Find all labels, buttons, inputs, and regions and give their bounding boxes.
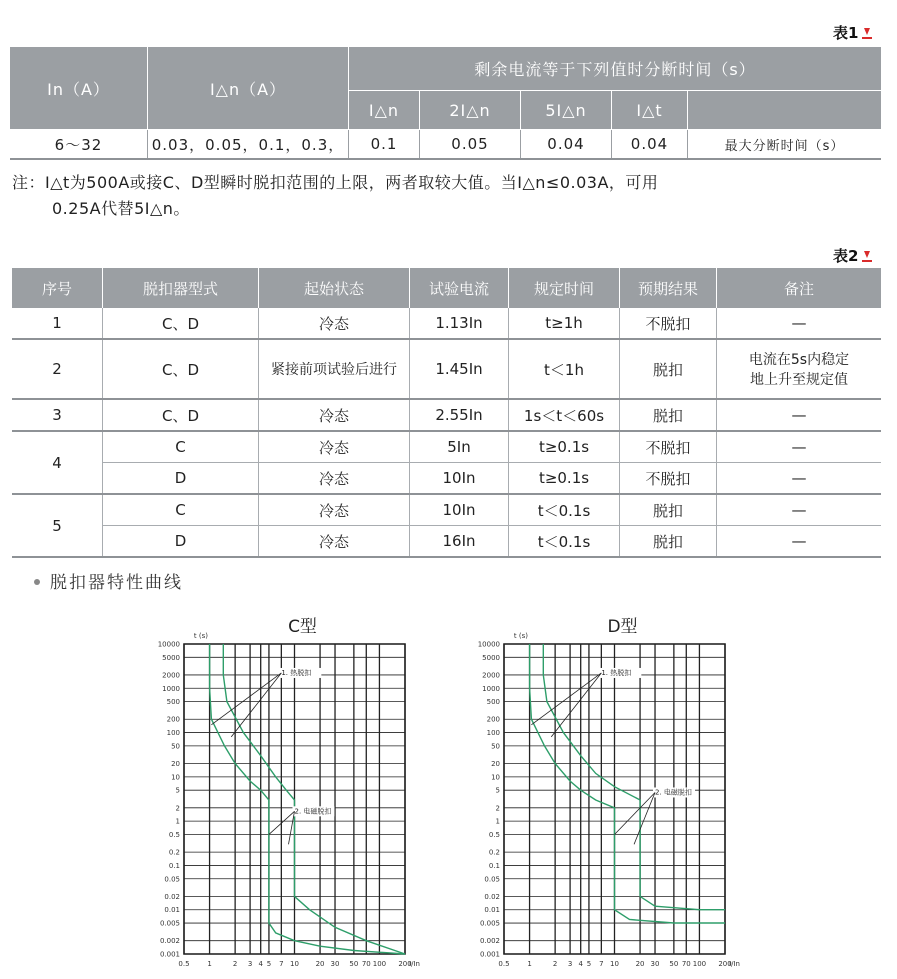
- y-tick-label: 0.05: [484, 875, 500, 884]
- y-tick-label: 1: [175, 817, 180, 826]
- cell: C、D: [103, 399, 259, 431]
- table1-note: [12, 170, 892, 222]
- header-group: 剩余电流等于下列值时分断时间（s）: [349, 47, 882, 91]
- cell: 脱扣: [620, 494, 717, 526]
- cell: 脱扣: [620, 339, 717, 399]
- table-row: [12, 463, 881, 495]
- x-tick-label: 5: [586, 960, 592, 968]
- header-col-3: 5I△n: [521, 91, 612, 130]
- cell: 脱扣: [620, 399, 717, 431]
- x-tick-label: 2: [552, 960, 558, 968]
- table2: [12, 268, 881, 558]
- x-axis-label: I/In: [729, 960, 740, 968]
- cell: C、D: [103, 339, 259, 399]
- cell-note: 电流在5s内稳定 地上升至规定值: [717, 339, 882, 399]
- cell: 不脱扣: [620, 308, 717, 339]
- cell: t＜0.1s: [509, 526, 620, 558]
- note-line-1: 注：I△t为500A或接C、D型瞬时脱扣范围的上限，两者取较大值。当I△n≤0.03A，可用: [12, 173, 659, 192]
- cell: C、D: [103, 308, 259, 339]
- table-row: [12, 526, 881, 558]
- x-tick-label: 3: [247, 960, 253, 968]
- header-idn: I△n（A）: [148, 47, 349, 130]
- header-col-2: 2I△n: [420, 91, 521, 130]
- x-tick-label: 70: [681, 960, 691, 968]
- y-tick-label: 500: [486, 698, 500, 707]
- chart-c-type: [140, 612, 430, 974]
- x-tick-label: 1: [527, 960, 532, 968]
- leader-line: [615, 792, 656, 834]
- annotation-thermal: 1. 热脱扣: [281, 668, 312, 677]
- y-tick-label: 20: [171, 760, 180, 769]
- annotation-thermal: 1. 热脱扣: [601, 668, 632, 677]
- cell: 脱扣: [620, 526, 717, 558]
- y-tick-label: 5: [495, 786, 500, 795]
- y-tick-label: 200: [166, 715, 180, 724]
- x-tick-label: 7: [599, 960, 604, 968]
- y-tick-label: 0.01: [164, 906, 180, 915]
- y-tick-label: 0.005: [159, 919, 180, 928]
- cell: t＜0.1s: [509, 494, 620, 526]
- cell: 冷态: [259, 399, 410, 431]
- header-col-4: I△t: [612, 91, 688, 130]
- cell: 2: [12, 339, 103, 399]
- cell: —: [717, 431, 882, 463]
- y-tick-label: 100: [486, 729, 500, 738]
- cell: 4: [12, 431, 103, 494]
- cell: 冷态: [259, 463, 410, 495]
- y-tick-label: 50: [171, 742, 180, 751]
- download-icon[interactable]: [862, 28, 872, 39]
- y-tick-label: 0.001: [159, 950, 180, 959]
- x-tick-label: 50: [669, 960, 679, 968]
- y-tick-label: 0.01: [484, 906, 500, 915]
- x-tick-label: 2: [232, 960, 238, 968]
- y-tick-label: 0.002: [479, 937, 500, 946]
- chart-d-type: [460, 612, 750, 974]
- t2-header-5: 预期结果: [620, 268, 717, 308]
- y-tick-label: 100: [166, 729, 180, 738]
- cell: 3: [12, 399, 103, 431]
- y-tick-label: 0.2: [488, 848, 500, 857]
- y-axis-label: t (s): [513, 632, 528, 640]
- cell: —: [717, 526, 882, 558]
- table-row: [12, 308, 881, 339]
- table-row: [12, 431, 881, 463]
- cell: D: [103, 463, 259, 495]
- x-tick-label: 10: [290, 960, 299, 968]
- x-tick-label: 30: [330, 960, 340, 968]
- series-line-1: [530, 644, 725, 923]
- cell-val-4: 0.04: [612, 130, 688, 160]
- y-tick-label: 50: [491, 742, 500, 751]
- cell: 冷态: [259, 494, 410, 526]
- t2-header-1: 脱扣器型式: [103, 268, 259, 308]
- y-tick-label: 0.001: [479, 950, 500, 959]
- x-tick-label: 30: [650, 960, 660, 968]
- header-in: In（A）: [10, 47, 148, 130]
- y-tick-label: 20: [491, 760, 500, 769]
- t2-header-3: 试验电流: [410, 268, 509, 308]
- cell: 5In: [410, 431, 509, 463]
- cell: 2.55In: [410, 399, 509, 431]
- y-tick-label: 2: [175, 804, 180, 813]
- cell: 1: [12, 308, 103, 339]
- x-tick-label: 20: [315, 960, 325, 968]
- x-tick-label: 0.5: [498, 960, 510, 968]
- header-col-1: I△n: [349, 91, 420, 130]
- table-row: [12, 494, 881, 526]
- cell: C: [103, 494, 259, 526]
- cell: D: [103, 526, 259, 558]
- note-line-2: 0.25A代替5I△n。: [52, 199, 190, 218]
- x-tick-label: 200: [398, 960, 412, 968]
- y-tick-label: 2: [495, 804, 500, 813]
- y-tick-label: 0.2: [168, 848, 180, 857]
- y-tick-label: 5: [175, 786, 180, 795]
- cell: 冷态: [259, 431, 410, 463]
- annotation-magnetic: 2. 电磁脱扣: [294, 807, 332, 816]
- y-tick-label: 0.5: [488, 830, 500, 839]
- y-tick-label: 10000: [157, 640, 180, 649]
- table1-caption: 表1: [833, 22, 872, 43]
- x-tick-label: 200: [718, 960, 732, 968]
- x-tick-label: 3: [567, 960, 573, 968]
- y-tick-label: 0.05: [164, 875, 180, 884]
- t2-header-0: 序号: [12, 268, 103, 308]
- cell: 10In: [410, 494, 509, 526]
- cell: 冷态: [259, 308, 410, 339]
- chart-title: C型: [288, 617, 317, 637]
- cell: 5: [12, 494, 103, 557]
- cell-label: 最大分断时间（s）: [688, 130, 882, 160]
- x-tick-label: 10: [610, 960, 619, 968]
- cell: —: [717, 308, 882, 339]
- x-tick-label: 4: [258, 960, 263, 968]
- x-tick-label: 0.5: [178, 960, 190, 968]
- x-tick-label: 4: [578, 960, 583, 968]
- t2-header-2: 起始状态: [259, 268, 410, 308]
- cell: 1.13In: [410, 308, 509, 339]
- annotation-magnetic: 2. 电磁脱扣: [655, 788, 692, 797]
- cell-val-1: 0.1: [349, 130, 420, 160]
- x-tick-label: 7: [279, 960, 284, 968]
- y-tick-label: 10000: [477, 640, 500, 649]
- cell: 不脱扣: [620, 431, 717, 463]
- cell: 1s＜t＜60s: [509, 399, 620, 431]
- y-tick-label: 0.002: [159, 937, 180, 946]
- cell: 1.45In: [410, 339, 509, 399]
- cell-val-2: 0.05: [420, 130, 521, 160]
- y-tick-label: 10: [491, 773, 500, 782]
- x-tick-label: 1: [207, 960, 212, 968]
- chart-title: D型: [607, 617, 638, 637]
- x-tick-label: 5: [266, 960, 272, 968]
- x-tick-label: 70: [361, 960, 371, 968]
- y-tick-label: 0.5: [168, 830, 180, 839]
- cell: C: [103, 431, 259, 463]
- cell: t≥0.1s: [509, 431, 620, 463]
- bullet-icon: [34, 579, 40, 585]
- table2-caption: 表2: [833, 245, 872, 266]
- cell-val-3: 0.04: [521, 130, 612, 160]
- y-tick-label: 5000: [482, 653, 500, 662]
- leader-line: [634, 792, 655, 844]
- cell: 紧接前项试验后进行: [259, 339, 410, 399]
- y-tick-label: 0.1: [488, 861, 500, 870]
- table-row: [12, 339, 881, 399]
- y-tick-label: 2000: [482, 671, 500, 680]
- download-icon[interactable]: [862, 251, 872, 262]
- y-tick-label: 0.1: [168, 861, 180, 870]
- header-col-5: [688, 91, 882, 130]
- cell: —: [717, 463, 882, 495]
- y-tick-label: 1000: [482, 684, 500, 693]
- cell: t≥0.1s: [509, 463, 620, 495]
- cell: t≥1h: [509, 308, 620, 339]
- table1: [10, 47, 881, 160]
- y-tick-label: 500: [166, 698, 180, 707]
- y-tick-label: 5000: [162, 653, 180, 662]
- cell: 冷态: [259, 526, 410, 558]
- cell-idn: 0.03，0.05，0.1，0.3，: [148, 130, 349, 160]
- section-title: 脱扣器特性曲线: [34, 568, 183, 593]
- x-tick-label: 100: [372, 960, 387, 968]
- cell: 不脱扣: [620, 463, 717, 495]
- y-tick-label: 1: [495, 817, 500, 826]
- cell: 10In: [410, 463, 509, 495]
- y-tick-label: 2000: [162, 671, 180, 680]
- x-tick-label: 20: [635, 960, 645, 968]
- cell: t＜1h: [509, 339, 620, 399]
- y-tick-label: 0.02: [484, 892, 500, 901]
- x-tick-label: 50: [349, 960, 359, 968]
- y-tick-label: 200: [486, 715, 500, 724]
- x-axis-label: I/In: [409, 960, 420, 968]
- y-tick-label: 0.005: [479, 919, 500, 928]
- t2-header-4: 规定时间: [509, 268, 620, 308]
- table-row: [12, 399, 881, 431]
- y-tick-label: 10: [171, 773, 180, 782]
- y-axis-label: t (s): [193, 632, 208, 640]
- y-tick-label: 1000: [162, 684, 180, 693]
- cell: —: [717, 494, 882, 526]
- cell: —: [717, 399, 882, 431]
- y-tick-label: 0.02: [164, 892, 180, 901]
- cell-in: 6～32: [10, 130, 148, 160]
- cell: 16In: [410, 526, 509, 558]
- x-tick-label: 100: [692, 960, 707, 968]
- t2-header-6: 备注: [717, 268, 882, 308]
